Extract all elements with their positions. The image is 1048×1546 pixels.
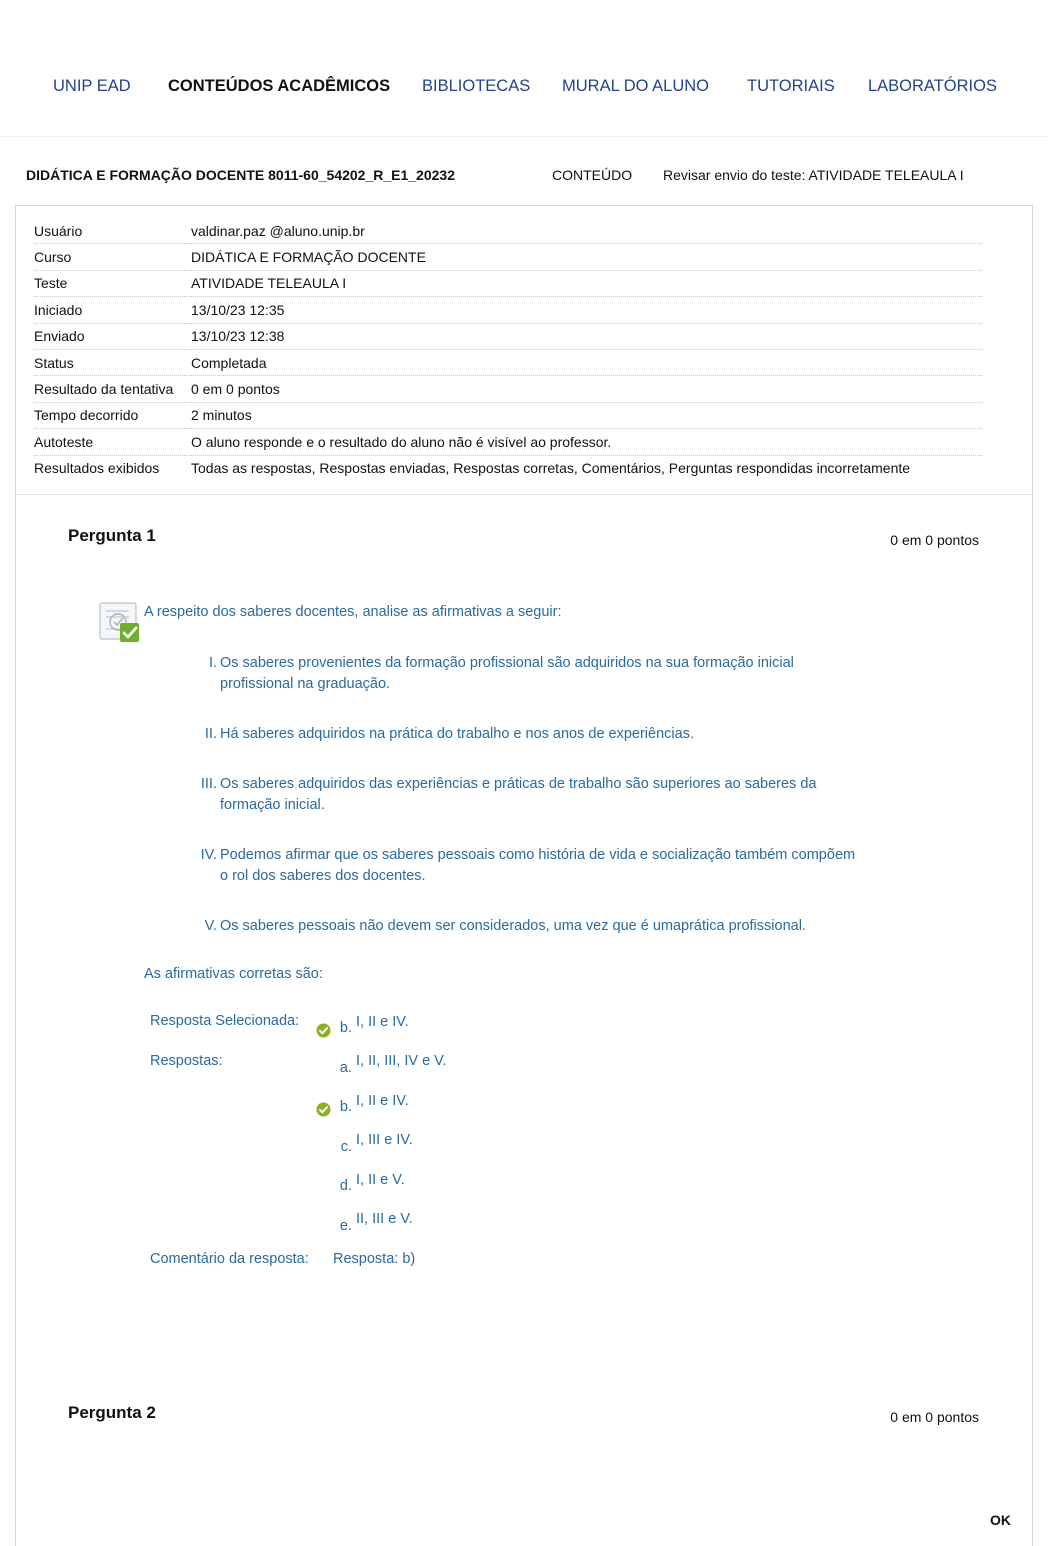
correct-answer-icon [99,602,141,644]
summary-value: DIDÁTICA E FORMAÇÃO DOCENTE [191,244,982,270]
summary-row-status [34,349,982,375]
option-a-text: I, II, III, IV e V. [356,1053,447,1069]
summary-row-usuario [34,218,982,244]
summary-value: Completada [191,349,982,375]
attempt-summary-table [34,218,982,481]
nav-unip-ead[interactable]: UNIP EAD [53,77,131,95]
selected-answer-letter: b. [339,1020,352,1036]
statement-text: Os saberes adquiridos das experiências e práticas de trabalho são superiores ao saberes da formação inicial. [220,776,817,813]
statement-3 [196,774,856,816]
breadcrumb-content[interactable]: CONTEÚDO [552,167,633,183]
summary-row-tempo [34,402,982,428]
nav-tutoriais[interactable]: TUTORIAIS [747,77,835,95]
option-b-letter: b. [339,1099,352,1115]
summary-value: 2 minutos [191,402,982,428]
summary-label: Status [34,349,191,375]
top-navigation [0,0,1048,137]
question-1-closing: As afirmativas corretas são: [144,966,323,982]
breadcrumb [0,137,1048,205]
summary-label: Autoteste [34,429,191,455]
summary-value: O aluno responde e o resultado do aluno não é visível ao professor. [191,429,982,455]
statement-text: Os saberes pessoais não devem ser considerados, uma vez que é umaprática profissional. [220,918,806,934]
summary-row-resultados-exibidos [34,455,982,481]
summary-label: Resultado da tentativa [34,376,191,402]
summary-row-resultado [34,376,982,402]
statement-text: Há saberes adquiridos na prática do trabalho e nos anos de experiências. [220,726,694,742]
question-1-prompt: A respeito dos saberes docentes, analise as afirmativas a seguir: [144,604,562,620]
summary-label: Enviado [34,323,191,349]
summary-row-enviado [34,323,982,349]
summary-label: Tempo decorrido [34,402,191,428]
question-2-points: 0 em 0 pontos [890,1409,979,1425]
nav-mural-do-aluno[interactable]: MURAL DO ALUNO [562,77,710,95]
statement-number: III. [200,776,217,792]
statement-number: I. [208,655,217,671]
answers-label: Respostas: [150,1053,223,1069]
summary-row-teste [34,270,982,296]
summary-value: Todas as respostas, Respostas enviadas, Respostas corretas, Comentários, Perguntas respondidas incorretamente [191,460,911,477]
ok-button[interactable]: OK [990,1512,1011,1528]
summary-divider [16,494,1032,495]
content-frame [15,205,1033,1546]
summary-label: Usuário [34,218,191,244]
question-2-title: Pergunta 2 [68,1403,156,1422]
question-1-points: 0 em 0 pontos [890,532,979,548]
option-b-text: I, II e IV. [356,1093,409,1109]
summary-row-iniciado [34,297,982,323]
summary-value: 13/10/23 12:38 [191,323,982,349]
summary-value: ATIVIDADE TELEAULA I [191,270,982,296]
summary-label: Curso [34,244,191,270]
statement-4 [196,845,856,887]
statement-1 [196,653,856,695]
breadcrumb-current-page: Revisar envio do teste: ATIVIDADE TELEAULA I [663,167,964,183]
option-e-text: II, III e V. [356,1211,413,1227]
statement-text: Podemos afirmar que os saberes pessoais como história de vida e socialização também compõem o rol dos saberes dos docentes. [220,847,856,884]
check-icon [316,1102,331,1117]
question-1-title: Pergunta 1 [68,526,156,545]
selected-answer-label: Resposta Selecionada: [150,1013,300,1029]
option-d-letter: d. [339,1178,352,1194]
summary-value: 0 em 0 pontos [191,376,982,402]
summary-value: 13/10/23 12:35 [191,297,982,323]
nav-laboratorios[interactable]: LABORATÓRIOS [868,77,997,95]
summary-row-curso [34,244,982,270]
selected-answer-text: I, II e IV. [356,1014,409,1030]
statement-5 [196,916,856,937]
option-d-text: I, II e V. [356,1172,405,1188]
statement-number: IV. [200,847,217,863]
nav-bibliotecas[interactable]: BIBLIOTECAS [422,77,531,95]
summary-label: Resultados exibidos [34,460,160,477]
answer-comment-label: Comentário da resposta: [150,1251,309,1267]
statement-2 [196,724,856,745]
option-a-letter: a. [339,1060,352,1076]
summary-label: Teste [34,270,191,296]
option-c-letter: c. [340,1139,352,1155]
statement-text: Os saberes provenientes da formação profissional são adquiridos na sua formação inicial profissional na graduação. [220,655,794,692]
breadcrumb-course[interactable]: DIDÁTICA E FORMAÇÃO DOCENTE 8011-60_54202_R_E1_20232 [26,167,455,183]
summary-row-autoteste [34,429,982,455]
option-e-letter: e. [339,1218,352,1234]
summary-label: Iniciado [34,297,191,323]
nav-conteudos-academicos[interactable]: CONTEÚDOS ACADÊMICOS [168,77,391,95]
check-icon [316,1023,331,1038]
statement-number: II. [204,726,217,742]
statement-number: V. [204,918,217,934]
summary-value: valdinar.paz @aluno.unip.br [191,218,982,244]
answer-comment: Resposta: b) [333,1251,416,1267]
option-c-text: I, III e IV. [356,1132,413,1148]
